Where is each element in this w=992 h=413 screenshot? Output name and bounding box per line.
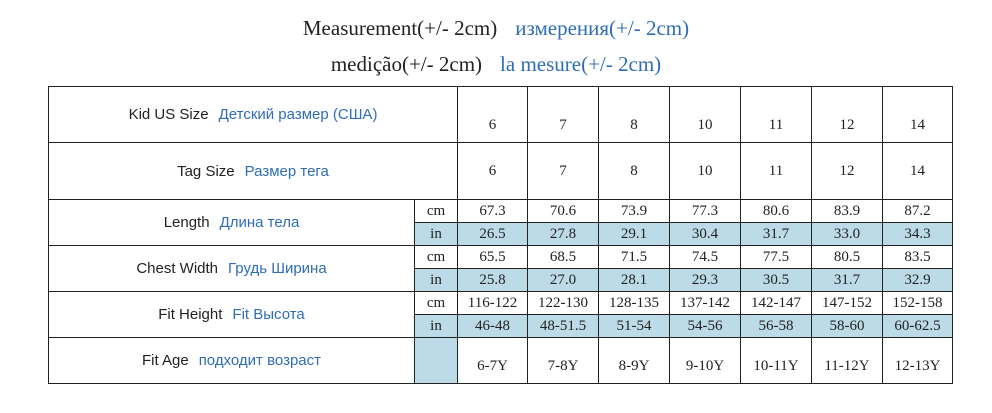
cell-chest-cm-6: 80.5 bbox=[812, 246, 883, 269]
cell-chest-cm-1: 65.5 bbox=[458, 246, 528, 269]
cell-length-cm-5: 80.6 bbox=[741, 200, 812, 223]
cell-tag-2: 7 bbox=[528, 143, 599, 200]
cell-chest-in-2: 27.0 bbox=[528, 269, 599, 292]
cell-fit-height-in-3: 51-54 bbox=[599, 315, 670, 338]
cell-length-in-4: 30.4 bbox=[670, 223, 741, 246]
unit-chest-in: in bbox=[415, 269, 458, 292]
cell-length-in-2: 27.8 bbox=[528, 223, 599, 246]
unit-fit-height-cm: cm bbox=[415, 292, 458, 315]
cell-chest-cm-4: 74.5 bbox=[670, 246, 741, 269]
row-fit-height-cm bbox=[49, 292, 953, 315]
label-length: Length Длина тела bbox=[49, 200, 415, 246]
cell-fit-height-in-4: 54-56 bbox=[670, 315, 741, 338]
title-line-1 bbox=[0, 16, 992, 41]
cell-fit-height-cm-3: 128-135 bbox=[599, 292, 670, 315]
cell-fit-age-1: 6-7Y bbox=[458, 338, 528, 384]
unit-fit-height-in: in bbox=[415, 315, 458, 338]
cell-length-in-5: 31.7 bbox=[741, 223, 812, 246]
cell-fit-height-cm-4: 137-142 bbox=[670, 292, 741, 315]
size-chart-table bbox=[48, 86, 953, 384]
cell-kid-us-2: 7 bbox=[528, 87, 599, 143]
cell-chest-cm-7: 83.5 bbox=[883, 246, 953, 269]
label-fit-age: Fit Age подходит возраст bbox=[49, 338, 415, 384]
cell-fit-height-in-7: 60-62.5 bbox=[883, 315, 953, 338]
cell-tag-1: 6 bbox=[458, 143, 528, 200]
cell-fit-age-7: 12-13Y bbox=[883, 338, 953, 384]
title-ru: измерения(+/- 2cm) bbox=[515, 16, 690, 40]
cell-length-in-1: 26.5 bbox=[458, 223, 528, 246]
cell-kid-us-4: 10 bbox=[670, 87, 741, 143]
cell-fit-height-in-2: 48-51.5 bbox=[528, 315, 599, 338]
row-length-cm bbox=[49, 200, 953, 223]
label-tag-size: Tag Size Размер тега bbox=[49, 143, 458, 200]
cell-fit-height-cm-6: 147-152 bbox=[812, 292, 883, 315]
cell-tag-3: 8 bbox=[599, 143, 670, 200]
row-kid-us-size bbox=[49, 87, 953, 143]
title-fr: la mesure(+/- 2cm) bbox=[500, 52, 662, 76]
cell-fit-age-2: 7-8Y bbox=[528, 338, 599, 384]
cell-fit-height-cm-5: 142-147 bbox=[741, 292, 812, 315]
row-fit-age bbox=[49, 338, 953, 384]
cell-length-cm-1: 67.3 bbox=[458, 200, 528, 223]
cell-tag-7: 14 bbox=[883, 143, 953, 200]
cell-chest-cm-3: 71.5 bbox=[599, 246, 670, 269]
cell-tag-5: 11 bbox=[741, 143, 812, 200]
cell-fit-height-in-6: 58-60 bbox=[812, 315, 883, 338]
unit-chest-cm: cm bbox=[415, 246, 458, 269]
cell-length-cm-2: 70.6 bbox=[528, 200, 599, 223]
row-tag-size bbox=[49, 143, 953, 200]
cell-chest-cm-5: 77.5 bbox=[741, 246, 812, 269]
cell-chest-in-6: 31.7 bbox=[812, 269, 883, 292]
title-line-2 bbox=[0, 52, 992, 77]
cell-kid-us-6: 12 bbox=[812, 87, 883, 143]
cell-kid-us-3: 8 bbox=[599, 87, 670, 143]
cell-fit-age-6: 11-12Y bbox=[812, 338, 883, 384]
cell-chest-in-5: 30.5 bbox=[741, 269, 812, 292]
label-fit-height: Fit Height Fit Высота bbox=[49, 292, 415, 338]
cell-fit-age-3: 8-9Y bbox=[599, 338, 670, 384]
cell-kid-us-5: 11 bbox=[741, 87, 812, 143]
title-pt: medição(+/- 2cm) bbox=[330, 52, 483, 76]
cell-chest-in-4: 29.3 bbox=[670, 269, 741, 292]
cell-length-in-7: 34.3 bbox=[883, 223, 953, 246]
cell-fit-age-4: 9-10Y bbox=[670, 338, 741, 384]
cell-length-cm-4: 77.3 bbox=[670, 200, 741, 223]
cell-chest-in-3: 28.1 bbox=[599, 269, 670, 292]
cell-fit-height-cm-2: 122-130 bbox=[528, 292, 599, 315]
cell-kid-us-7: 14 bbox=[883, 87, 953, 143]
cell-chest-in-7: 32.9 bbox=[883, 269, 953, 292]
cell-fit-height-cm-7: 152-158 bbox=[883, 292, 953, 315]
cell-length-in-3: 29.1 bbox=[599, 223, 670, 246]
label-chest-width: Chest Width Грудь Ширина bbox=[49, 246, 415, 292]
cell-length-cm-7: 87.2 bbox=[883, 200, 953, 223]
label-kid-us-size: Kid US Size Детский размер (США) bbox=[49, 87, 458, 143]
unit-length-cm: cm bbox=[415, 200, 458, 223]
cell-tag-4: 10 bbox=[670, 143, 741, 200]
row-chest-cm bbox=[49, 246, 953, 269]
cell-fit-height-cm-1: 116-122 bbox=[458, 292, 528, 315]
cell-length-cm-3: 73.9 bbox=[599, 200, 670, 223]
unit-length-in: in bbox=[415, 223, 458, 246]
cell-length-cm-6: 83.9 bbox=[812, 200, 883, 223]
title-en: Measurement(+/- 2cm) bbox=[302, 16, 498, 40]
cell-fit-age-5: 10-11Y bbox=[741, 338, 812, 384]
cell-length-in-6: 33.0 bbox=[812, 223, 883, 246]
cell-fit-height-in-1: 46-48 bbox=[458, 315, 528, 338]
unit-fit-age-blank bbox=[415, 338, 458, 384]
cell-chest-in-1: 25.8 bbox=[458, 269, 528, 292]
cell-kid-us-1: 6 bbox=[458, 87, 528, 143]
cell-fit-height-in-5: 56-58 bbox=[741, 315, 812, 338]
cell-chest-cm-2: 68.5 bbox=[528, 246, 599, 269]
cell-tag-6: 12 bbox=[812, 143, 883, 200]
